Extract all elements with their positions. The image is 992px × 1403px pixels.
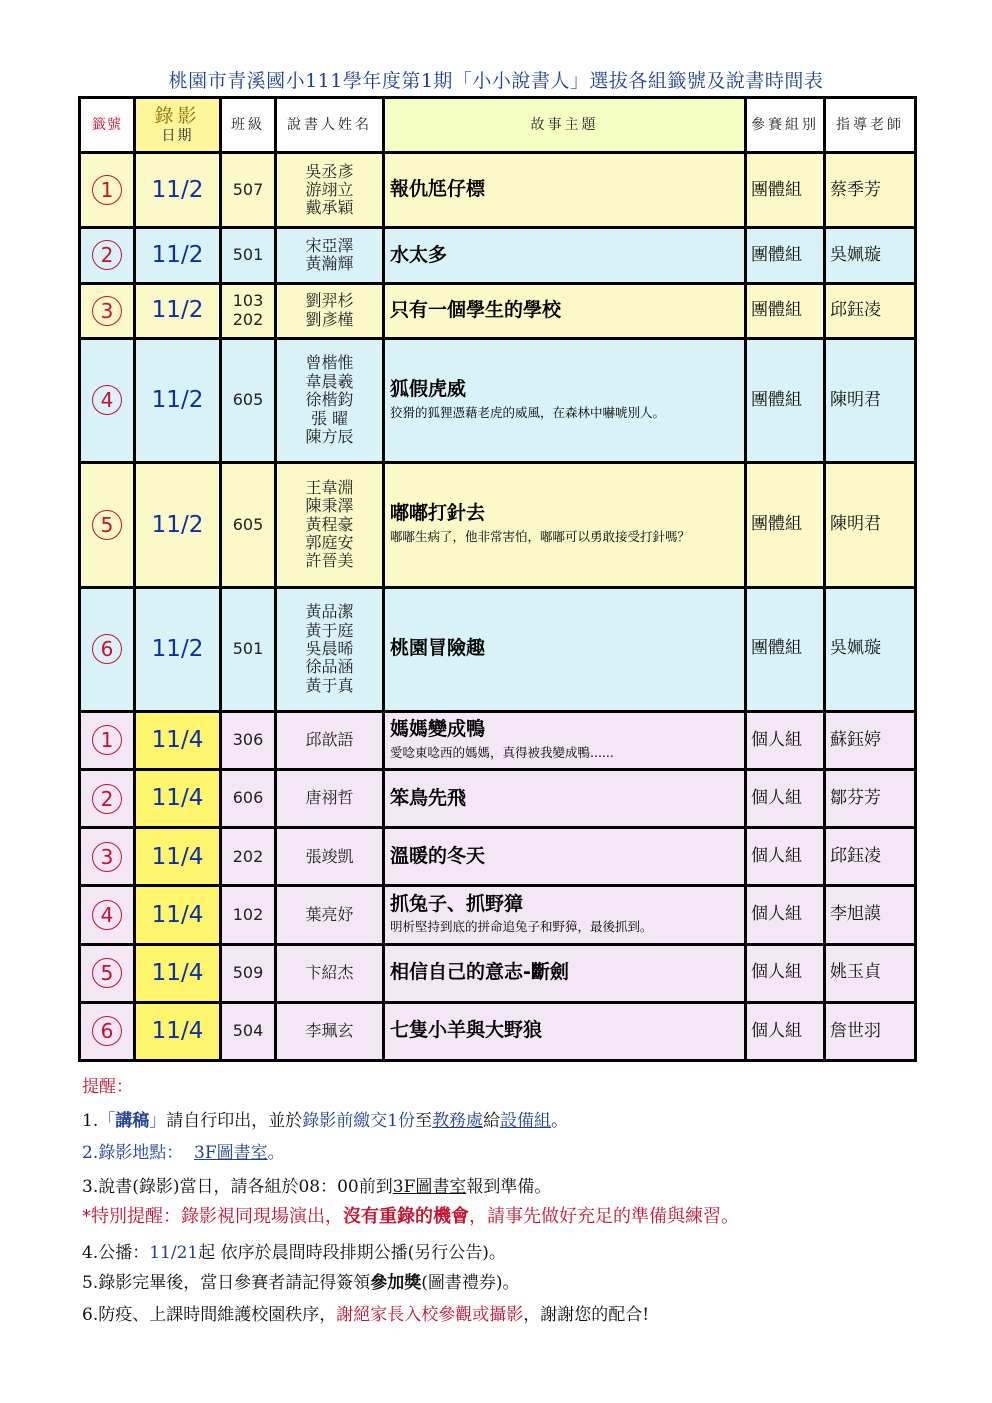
lot-number: 2 (92, 240, 122, 270)
lot-cell (81, 589, 136, 713)
names-cell: 李珮玄 (277, 1004, 385, 1062)
teacher-cell: 邱鈺凌 (826, 285, 917, 340)
lot-cell (81, 285, 136, 340)
teacher-cell: 蘇鈺婷 (826, 713, 917, 771)
class-cell: 605 (222, 340, 277, 464)
note-6 (82, 1300, 649, 1325)
group-cell: 個人組 (747, 887, 826, 945)
topic-title: 嘟嘟打針去 (390, 502, 486, 525)
teacher-cell: 姚玉貞 (826, 946, 917, 1004)
topic-title: 溫暖的冬天 (390, 844, 486, 867)
note-5-end: (圖書禮券)。 (421, 1273, 520, 1293)
table-row (81, 713, 917, 771)
note-5 (82, 1268, 520, 1293)
topic-summary: 狡猾的狐狸憑藉老虎的威風，在森林中嚇唬別人。 (390, 404, 666, 420)
group-cell: 個人組 (747, 771, 826, 829)
lot-number: 1 (92, 725, 122, 755)
table-row (81, 340, 917, 464)
table-row (81, 154, 917, 229)
group-cell: 個人組 (747, 829, 826, 887)
date-cell: 11/2 (136, 589, 222, 713)
names-cell: 唐祤哲 (277, 771, 385, 829)
lot-number: 5 (92, 510, 122, 540)
note-1 (82, 1106, 568, 1131)
names-cell: 宋亞澤 黃瀚輝 (277, 229, 385, 284)
lot-cell (81, 887, 136, 945)
teacher-cell: 陳明君 (826, 464, 917, 588)
header-topic: 故事主題 (385, 99, 747, 154)
note-1-office: 教務處 (432, 1111, 484, 1131)
note-1-submit: 錄影前繳交1份 (302, 1111, 416, 1131)
group-cell: 團體組 (747, 285, 826, 340)
lot-number: 4 (92, 900, 122, 930)
group-cell: 個人組 (747, 946, 826, 1004)
names-cell: 邱歆語 (277, 713, 385, 771)
note-5-text: 5.錄影完畢後，當日參賽者請記得簽領 (82, 1273, 371, 1293)
table-row (81, 1004, 917, 1062)
date-cell: 11/4 (136, 829, 222, 887)
table-row (81, 464, 917, 588)
date-cell: 11/4 (136, 887, 222, 945)
topic-cell (385, 713, 747, 771)
topic-summary: 愛唸東唸西的媽媽，真得被我變成鴨...... (390, 744, 614, 760)
topic-title: 水太多 (390, 243, 448, 266)
topic-title: 媽媽變成鴨 (390, 718, 486, 741)
header-group: 參賽組別 (747, 99, 826, 154)
topic-cell (385, 154, 747, 229)
note-special-bold: 沒有重錄的機會 (343, 1206, 469, 1227)
note-6-red: 謝絕家長入校參觀或攝影 (336, 1305, 524, 1325)
teacher-cell: 吳姵璇 (826, 229, 917, 284)
note-2-place: 3F圖書室 (194, 1143, 268, 1163)
note-special (82, 1202, 739, 1228)
lot-cell (81, 829, 136, 887)
topic-cell (385, 946, 747, 1004)
note-4-date: 11/21 (149, 1243, 199, 1263)
class-cell: 102 (222, 887, 277, 945)
note-3-place: 3F圖書室 (392, 1177, 467, 1197)
topic-cell (385, 229, 747, 284)
header-date (136, 99, 222, 154)
note-special-text: *特別提醒：錄影視同現場演出， (82, 1206, 343, 1227)
note-1-to: 至 (415, 1111, 433, 1131)
table-row (81, 285, 917, 340)
topic-title: 七隻小羊與大野狼 (390, 1019, 543, 1042)
note-2-end: 。 (267, 1143, 285, 1163)
lot-number: 4 (92, 385, 122, 415)
header-lot: 籤號 (81, 99, 136, 154)
lot-number: 6 (92, 634, 122, 664)
date-cell: 11/4 (136, 1004, 222, 1062)
date-cell: 11/4 (136, 771, 222, 829)
topic-cell (385, 829, 747, 887)
lot-number: 5 (92, 958, 122, 988)
topic-title: 報仇尪仔標 (390, 178, 486, 201)
teacher-cell: 李旭謨 (826, 887, 917, 945)
class-cell: 306 (222, 713, 277, 771)
names-cell: 曾楷惟 韋晨羲 徐楷鈞 張 曜 陳方辰 (277, 340, 385, 464)
note-1-script: 講稿 (115, 1111, 150, 1131)
teacher-cell: 吳姵璇 (826, 589, 917, 713)
lot-cell (81, 340, 136, 464)
topic-cell (385, 1004, 747, 1062)
note-1-quote-open: 「 (98, 1111, 116, 1131)
topic-title: 相信自己的意志-斷劍 (390, 961, 569, 984)
note-4 (82, 1238, 506, 1263)
topic-summary: 明析堅持到底的拼命追兔子和野獐，最後抓到。 (390, 919, 653, 935)
lot-cell (81, 229, 136, 284)
topic-title: 抓兔子、抓野獐 (390, 892, 524, 915)
date-cell: 11/4 (136, 946, 222, 1004)
names-cell: 王韋淵 陳秉澤 黃程豪 郭庭安 許晉美 (277, 464, 385, 588)
note-4-end: 起 依序於晨間時段排期公播(另行公告)。 (198, 1243, 506, 1263)
topic-title: 狐假虎威 (390, 378, 467, 401)
note-1-quote-close: 」 (149, 1111, 167, 1131)
group-cell: 團體組 (747, 229, 826, 284)
note-2 (82, 1138, 285, 1163)
group-cell: 團體組 (747, 154, 826, 229)
lot-cell (81, 154, 136, 229)
note-3 (82, 1172, 551, 1197)
table-row (81, 771, 917, 829)
note-6-end: ，謝謝您的配合! (523, 1305, 650, 1325)
note-2-label: 2.錄影地點： (82, 1143, 184, 1163)
class-cell: 501 (222, 229, 277, 284)
names-cell: 葉亮妤 (277, 887, 385, 945)
class-cell: 606 (222, 771, 277, 829)
note-special-end: ，請事先做好充足的準備與練習。 (469, 1206, 739, 1227)
lot-cell (81, 771, 136, 829)
lot-number: 3 (92, 842, 122, 872)
names-cell: 黃品潔 黃于庭 吳晨晞 徐品涵 黃于真 (277, 589, 385, 713)
names-cell: 卞紹杰 (277, 946, 385, 1004)
class-cell: 509 (222, 946, 277, 1004)
topic-cell (385, 887, 747, 945)
group-cell: 個人組 (747, 713, 826, 771)
topic-title: 只有一個學生的學校 (390, 298, 562, 321)
teacher-cell: 鄒芬芳 (826, 771, 917, 829)
group-cell: 團體組 (747, 589, 826, 713)
lot-cell (81, 713, 136, 771)
group-cell: 團體組 (747, 340, 826, 464)
lot-number: 6 (92, 1016, 122, 1046)
date-cell: 11/4 (136, 713, 222, 771)
class-cell: 507 (222, 154, 277, 229)
header-names: 說書人姓名 (277, 99, 385, 154)
note-1-text: 請自行印出，並於 (166, 1111, 303, 1131)
table-row (81, 589, 917, 713)
names-cell: 吳丞彥 游翊立 戴承穎 (277, 154, 385, 229)
date-cell: 11/2 (136, 340, 222, 464)
table-row (81, 887, 917, 945)
names-cell: 張竣凱 (277, 829, 385, 887)
class-cell: 202 (222, 829, 277, 887)
topic-cell (385, 464, 747, 588)
topic-summary: 嘟嘟生病了，他非常害怕，嘟嘟可以勇敢接受打針嗎？ (390, 529, 691, 545)
header-teacher: 指導老師 (826, 99, 917, 154)
class-cell: 501 (222, 589, 277, 713)
date-cell: 11/2 (136, 154, 222, 229)
topic-cell (385, 589, 747, 713)
header-date-bottom: 日期 (161, 127, 194, 144)
class-cell: 504 (222, 1004, 277, 1062)
lot-cell (81, 946, 136, 1004)
class-cell: 605 (222, 464, 277, 588)
date-cell: 11/2 (136, 464, 222, 588)
teacher-cell: 詹世羽 (826, 1004, 917, 1062)
topic-cell (385, 340, 747, 464)
topic-title: 桃園冒險趣 (390, 637, 486, 660)
note-1-end: 。 (551, 1111, 569, 1131)
note-4-text: 4.公播： (82, 1243, 150, 1263)
note-3-end: 報到準備。 (466, 1177, 552, 1197)
note-1-give: 給 (483, 1111, 501, 1131)
lot-number: 3 (92, 296, 122, 326)
table-header-row (81, 99, 917, 154)
teacher-cell: 蔡季芳 (826, 154, 917, 229)
table-row (81, 829, 917, 887)
note-3-text: 3.說書(錄影)當日，請各組於08：00前到 (82, 1177, 393, 1197)
date-cell: 11/2 (136, 285, 222, 340)
topic-title: 笨鳥先飛 (390, 786, 467, 809)
note-5-bold: 參加獎 (370, 1273, 422, 1293)
page-title: 桃園市青溪國小111學年度第1期「小小說書人」選拔各組籤號及說書時間表 (168, 70, 824, 92)
header-class: 班級 (222, 99, 277, 154)
class-cell: 103 202 (222, 285, 277, 340)
table-row (81, 946, 917, 1004)
schedule-table (78, 96, 917, 1062)
teacher-cell: 陳明君 (826, 340, 917, 464)
lot-cell (81, 1004, 136, 1062)
notes-heading: 提醒： (82, 1077, 133, 1097)
group-cell: 團體組 (747, 464, 826, 588)
topic-cell (385, 285, 747, 340)
group-cell: 個人組 (747, 1004, 826, 1062)
table-row (81, 229, 917, 284)
header-date-top: 錄影 (154, 105, 201, 128)
lot-number: 1 (92, 175, 122, 205)
teacher-cell: 邱鈺凌 (826, 829, 917, 887)
note-1-equip: 設備組 (500, 1111, 552, 1131)
date-cell: 11/2 (136, 229, 222, 284)
names-cell: 劉羿杉 劉彥槿 (277, 285, 385, 340)
note-1-number: 1. (82, 1111, 99, 1131)
lot-cell (81, 464, 136, 588)
topic-cell (385, 771, 747, 829)
note-6-text: 6.防疫、上課時間維護校園秩序， (82, 1305, 337, 1325)
lot-number: 2 (92, 784, 122, 814)
